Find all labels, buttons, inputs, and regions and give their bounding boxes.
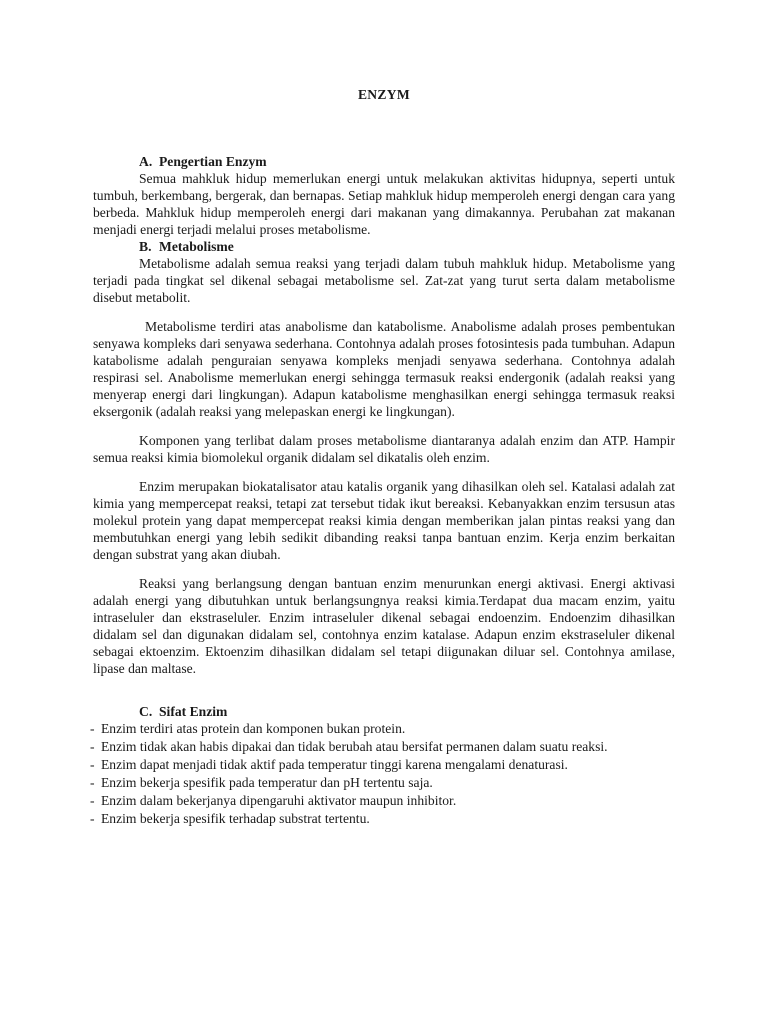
section-heading-a — [93, 153, 675, 170]
paragraph-b-3: Komponen yang terlibat dalam proses metabolisme diantaranya adalah enzim dan ATP. Hampir semua reaksi kimia biomolekul organik didalam sel dikatalis oleh enzim. — [93, 433, 675, 465]
list-item: - Enzim bekerja spesifik terhadap substrat tertentu. — [90, 811, 370, 826]
section-letter-b: B. — [139, 239, 152, 254]
paragraph-b-4: Enzim merupakan biokatalisator atau katalis organik yang dihasilkan oleh sel. Katalasi adalah zat kimia yang mempercepat reaksi, tetapi zat tersebut tidak ikut bereaksi. Kebanyakkan enzim tersusun atas molekul protein yang dapat mempercepat reaksi kimia dengan memberikan jalan pintas reaksi yang dan membutuhkan energi yang lebih sedikit dibanding reaksi tanpa bantuan enzim. Kerja enzim berkaitan dengan substrat yang akan diubah. — [93, 479, 675, 562]
list-item: - Enzim terdiri atas protein dan komponen bukan protein. — [90, 721, 406, 736]
section-heading-b — [93, 238, 675, 255]
list-item: - Enzim tidak akan habis dipakai dan tidak berubah atau bersifat permanen dalam suatu reaksi. — [90, 739, 608, 754]
list-item: - Enzim bekerja spesifik pada temperatur dan pH tertentu saja. — [90, 775, 433, 790]
document-page — [90, 86, 675, 828]
section-title-c: Sifat Enzim — [159, 704, 228, 719]
section-heading-c — [93, 703, 675, 720]
paragraph-b-1: Metabolisme adalah semua reaksi yang terjadi dalam tubuh mahkluk hidup. Metabolisme yang terjadi pada tingkat sel dikenal sebagai metabolisme sel. Zat-zat yang turut serta dalam metabolisme disebut metabolit. — [93, 256, 675, 305]
section-letter-c: C. — [139, 704, 153, 719]
paragraph-b-2: Metabolisme terdiri atas anabolisme dan katabolisme. Anabolisme adalah proses pembentukan senyawa kompleks dari senyawa sederhana. Contohnya adalah proses fotosintesis pada tumbuhan. Adapun katabolisme adalah penguraian senyawa kompleks menjadi senyawa sederhana. Contohnya adalah respirasi sel. Anabolisme memerlukan energi sehingga termasuk reaksi endergonik (adalah reaksi yang menyerap energi dari lingkungan). Adapun katabolisme menghasilkan energi sehingga termasuk reaksi eksergonik (adalah reaksi yang melepaskan energi ke lingkungan). — [93, 319, 675, 419]
section-letter-a: A. — [139, 154, 153, 169]
section-title-b: Metabolisme — [159, 239, 234, 254]
paragraph-a-1: Semua mahkluk hidup memerlukan energi untuk melakukan aktivitas hidupnya, seperti untuk tumbuh, berkembang, bergerak, dan bernapas. Setiap mahkluk hidup memperoleh energi dengan cara yang berbeda. Mahkluk hidup memperoleh energi dari makanan yang dimakannya. Perubahan zat makanan menjadi energi terjadi melalui proses metabolisme. — [93, 171, 675, 237]
list-item: - Enzim dalam bekerjanya dipengaruhi aktivator maupun inhibitor. — [90, 793, 457, 808]
sifat-enzim-list — [90, 720, 610, 827]
document-title: ENZYM — [357, 87, 411, 102]
section-title-a: Pengertian Enzym — [159, 154, 267, 169]
list-item: - Enzim dapat menjadi tidak aktif pada temperatur tinggi karena mengalami denaturasi. — [90, 757, 568, 772]
paragraph-b-5: Reaksi yang berlangsung dengan bantuan enzim menurunkan energi aktivasi. Energi aktivasi adalah energi yang dibutuhkan untuk berlangsungnya reaksi kimia.Terdapat dua macam enzim, yaitu intraseluler dan ekstraseluler. Enzim intraseluler dikenal sebagai endoenzim. Endoenzim dihasilkan didalam sel dan digunakan didalam sel, contohnya enzim katalase. Adapun enzim ekstraseluler dikenal sebagai ektoenzim. Ektoenzim dihasilkan didalam sel tetapi diigunakan diluar sel. Contohnya amilase, lipase dan maltase. — [93, 576, 675, 676]
